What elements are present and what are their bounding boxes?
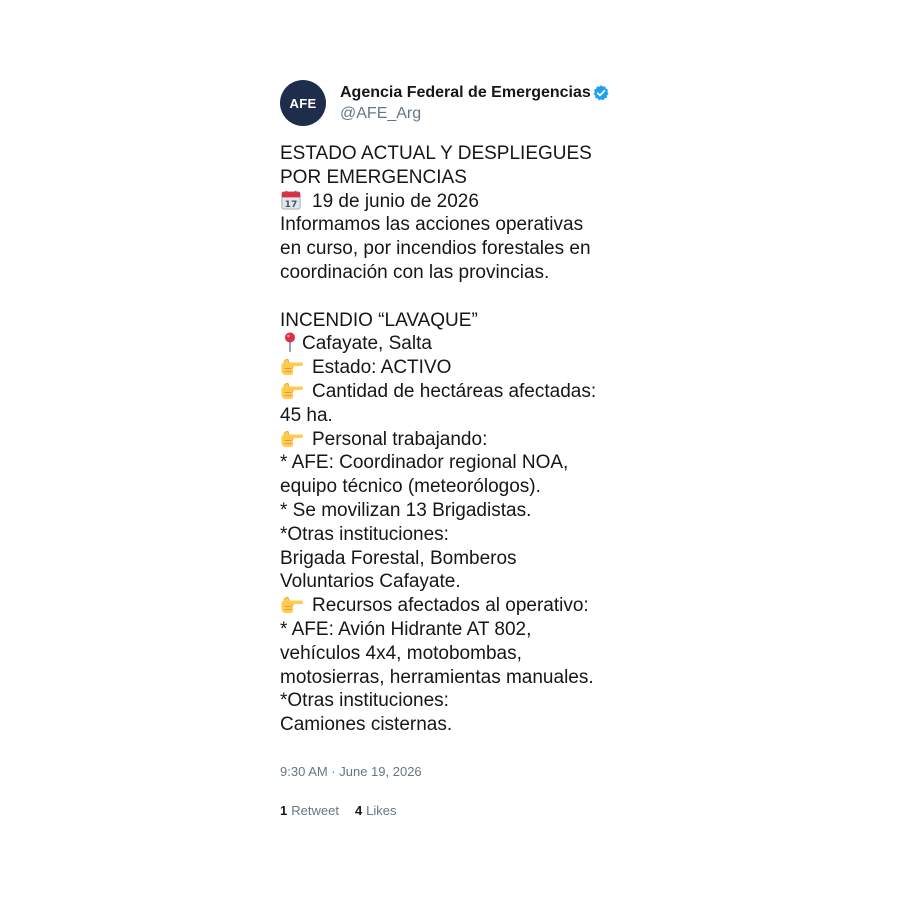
tweet-line xyxy=(280,142,640,166)
tweet-header xyxy=(280,78,640,128)
pin-icon xyxy=(282,332,298,352)
tweet-line-text: 19 de junio de 2026 xyxy=(312,190,479,212)
pointing-hand-icon xyxy=(280,594,304,614)
like-label: Likes xyxy=(366,802,397,818)
tweet-line xyxy=(280,689,640,713)
tweet-line xyxy=(280,451,640,475)
tweet-line-text: motosierras, herramientas manuales. xyxy=(280,666,594,688)
tweet-line-text: Informamos las acciones operativas xyxy=(280,214,584,236)
tweet-line-text: vehículos 4x4, motobombas, xyxy=(280,642,522,664)
tweet-line xyxy=(280,356,640,380)
tweet-line-text: ESTADO ACTUAL Y DESPLIEGUES xyxy=(280,143,592,164)
tweet-line-text: * AFE: Coordinador regional NOA, xyxy=(280,452,569,474)
tweet-line-text: POR EMERGENCIAS xyxy=(280,166,467,188)
tweet-line xyxy=(280,570,640,594)
tweet-line xyxy=(280,547,640,571)
tweet-line xyxy=(280,428,640,452)
tweet-line-text: * AFE: Avión Hidrante AT 802, xyxy=(280,618,532,640)
tweet-line-text: Estado: ACTIVO xyxy=(312,357,452,379)
avatar[interactable]: AFE xyxy=(280,80,326,126)
retweet-label: Retweet xyxy=(291,802,339,818)
tweet-line xyxy=(280,666,640,690)
tweet-line-text: Brigada Forestal, Bomberos xyxy=(280,547,517,569)
author-info xyxy=(340,82,610,124)
tweet-line-text: Recursos afectados al operativo: xyxy=(312,595,589,617)
verified-badge-icon xyxy=(592,84,610,102)
likes-stat[interactable] xyxy=(355,803,397,818)
tweet-line xyxy=(280,190,640,214)
retweet-count: 1 xyxy=(280,802,288,818)
tweet-line-text: coordinación con las provincias. xyxy=(280,261,550,283)
tweet-line xyxy=(280,713,640,737)
like-count: 4 xyxy=(354,802,363,818)
tweet-line xyxy=(280,261,640,285)
tweet-line xyxy=(280,404,640,428)
tweet-line xyxy=(280,499,640,523)
tweet-line-text: * Se movilizan 13 Brigadistas. xyxy=(280,499,532,521)
handle[interactable]: @AFE_Arg xyxy=(340,105,422,122)
name-row xyxy=(340,82,610,103)
tweet-line xyxy=(280,618,640,642)
tweet-line xyxy=(280,285,640,309)
tweet-line xyxy=(280,380,640,404)
display-name[interactable]: Agencia Federal de Emergencias xyxy=(340,84,591,101)
tweet-card xyxy=(280,78,640,818)
pointing-hand-icon xyxy=(280,428,304,448)
tweet-line xyxy=(280,309,640,333)
tweet-line-text: Cafayate, Salta xyxy=(302,333,432,355)
tweet-line xyxy=(280,166,640,190)
tweet-line xyxy=(280,237,640,261)
tweet-stats xyxy=(280,803,640,818)
tweet-line-text: equipo técnico (meteorólogos). xyxy=(280,476,541,498)
tweet-line xyxy=(280,332,640,356)
tweet-line-text: INCENDIO “LAVAQUE” xyxy=(280,309,478,331)
tweet-line xyxy=(280,213,640,237)
tweet-line-text: Voluntarios Cafayate. xyxy=(280,571,461,593)
tweet-line-text: *Otras instituciones: xyxy=(280,690,449,712)
retweet-stat[interactable] xyxy=(280,803,339,818)
tweet-line-text: Cantidad de hectáreas afectadas: xyxy=(312,380,597,402)
tweet-line-text: 45 ha. xyxy=(280,404,333,426)
calendar-icon xyxy=(280,190,302,210)
tweet-line-text: Personal trabajando: xyxy=(312,428,488,450)
svg-text:17: 17 xyxy=(284,199,298,210)
tweet-line xyxy=(280,523,640,547)
tweet-line-text: en curso, por incendios forestales en xyxy=(280,238,591,260)
pointing-hand-icon xyxy=(280,380,304,400)
tweet-line xyxy=(280,475,640,499)
tweet-text xyxy=(280,142,640,737)
tweet-line-text: *Otras instituciones: xyxy=(280,523,449,545)
pointing-hand-icon xyxy=(280,356,304,376)
tweet-line xyxy=(280,642,640,666)
tweet-line-text: Camiones cisternas. xyxy=(280,714,453,736)
timestamp[interactable]: 9:30 AM · June 19, 2026 xyxy=(280,763,422,779)
tweet-line xyxy=(280,594,640,618)
